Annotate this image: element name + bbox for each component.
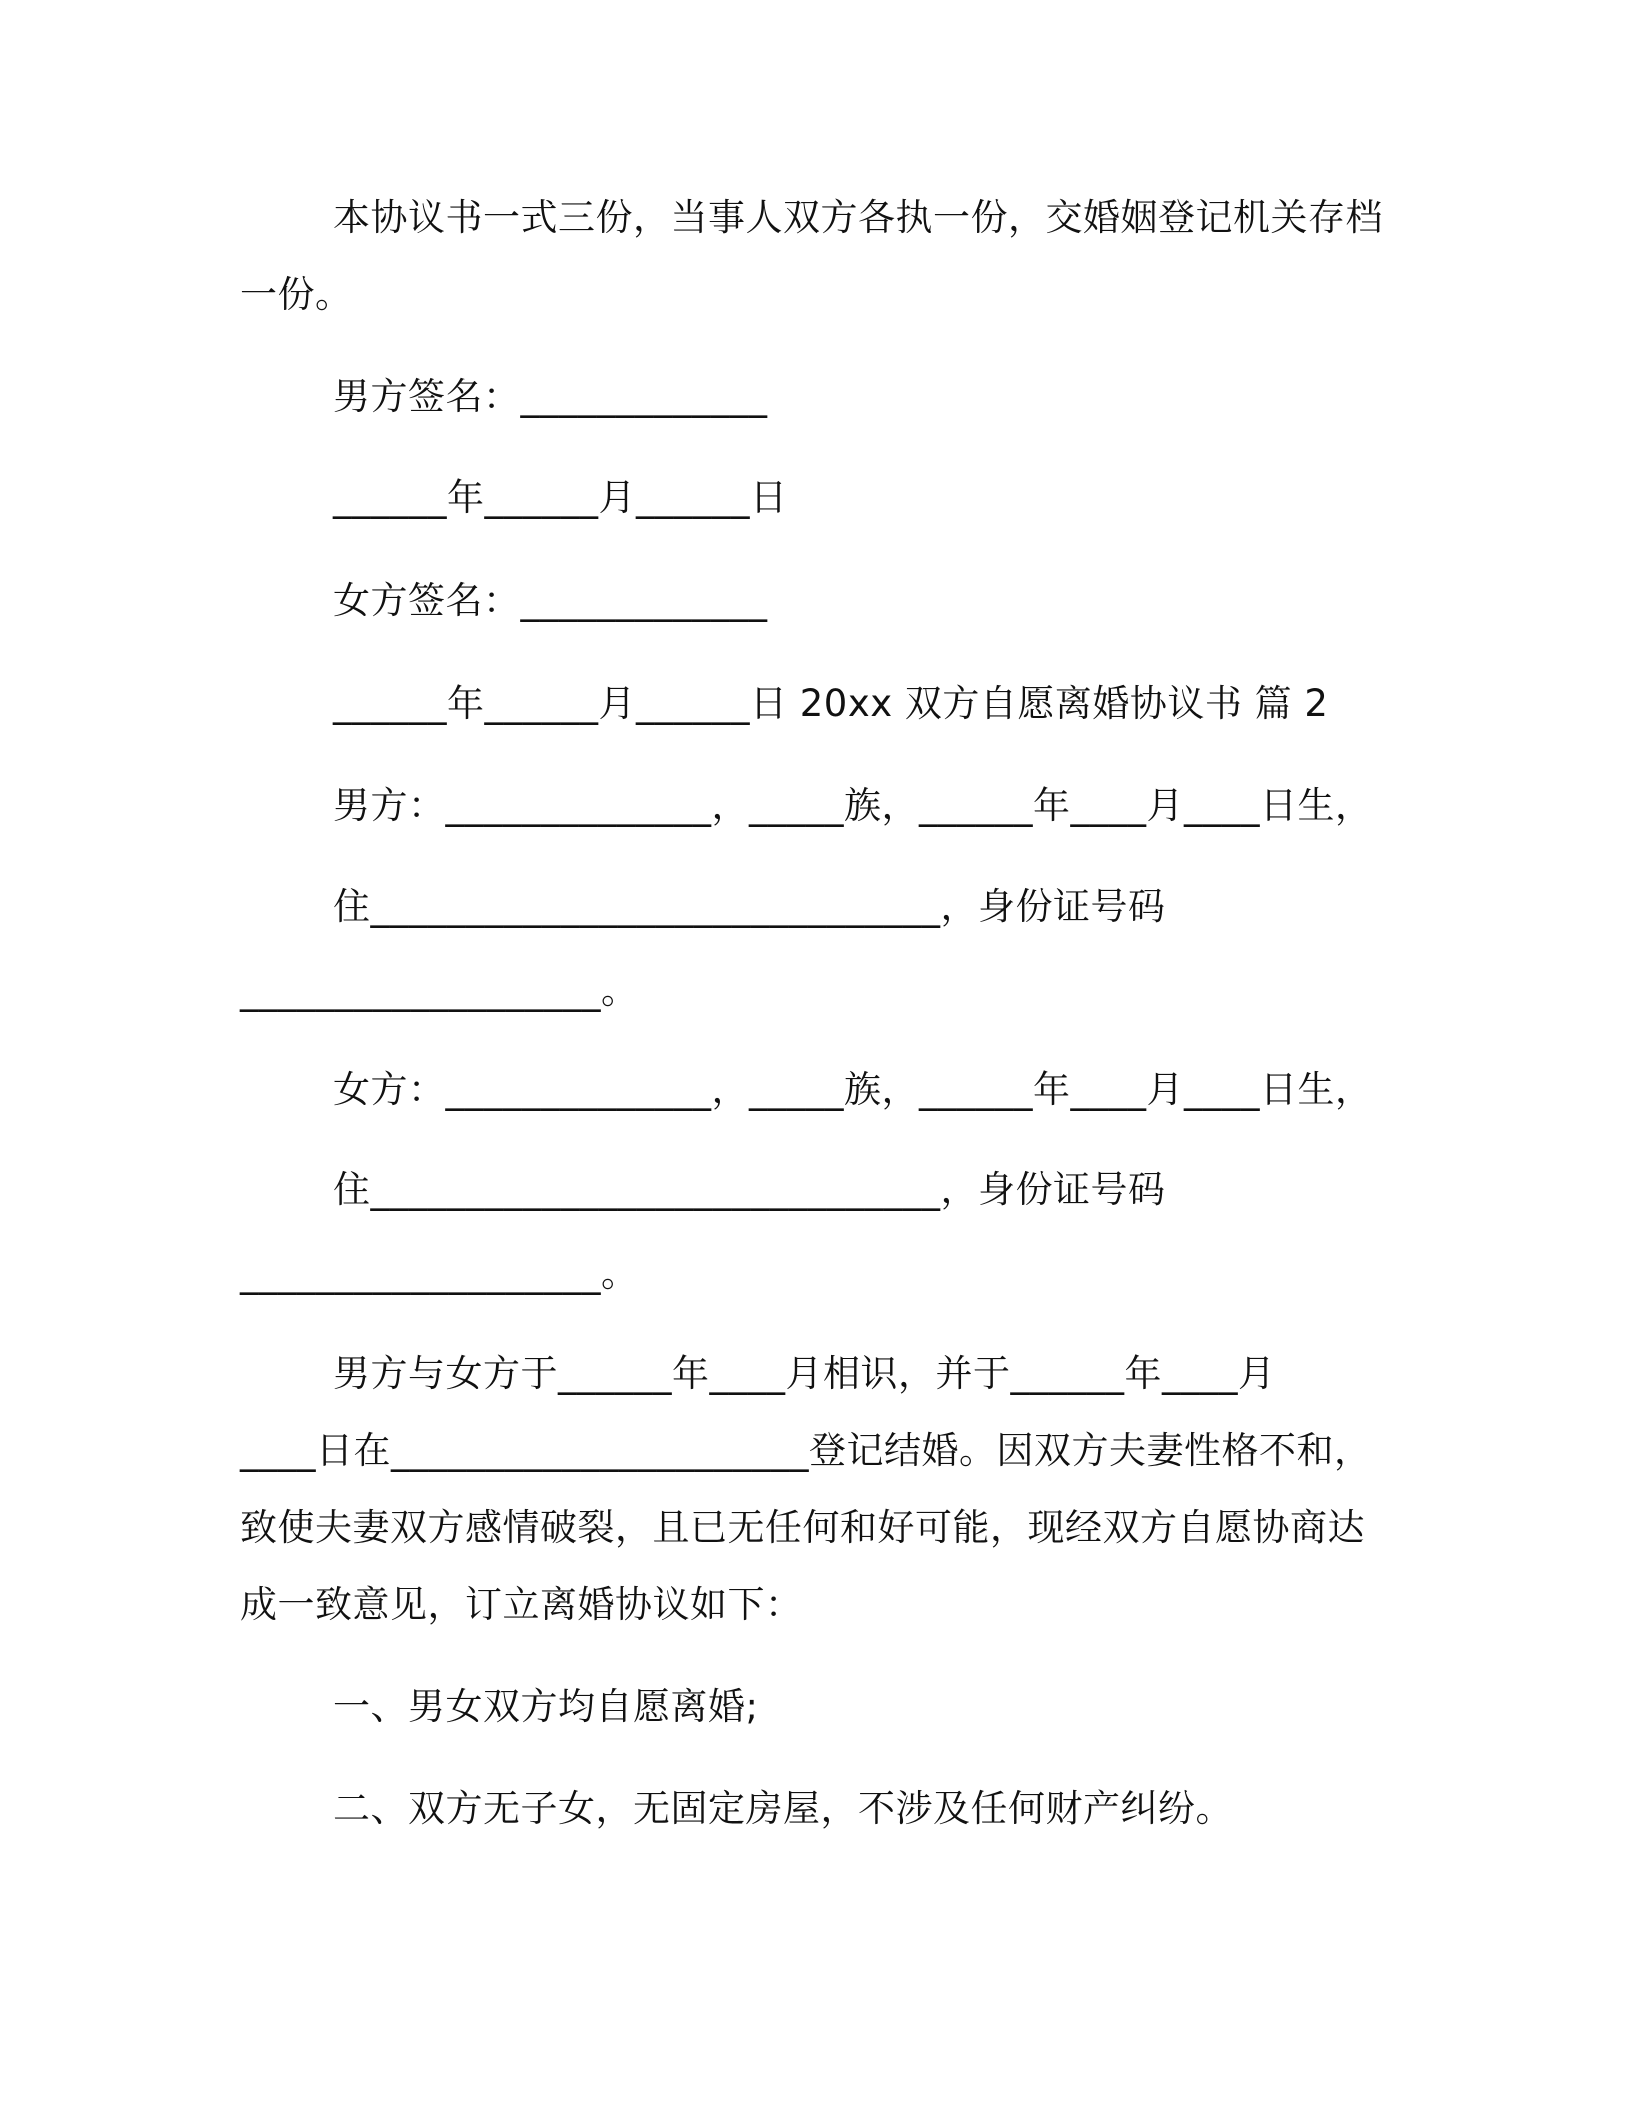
female-address-line: 住______________________________，身份证号码 — [333, 1168, 1166, 1211]
male-address-line: 住______________________________，身份证号码 — [333, 885, 1166, 928]
paragraph-copies-continued: 一份。 — [240, 273, 353, 316]
clause-one: 一、男女双方均自愿离婚; — [333, 1685, 759, 1728]
male-id-line: ___________________。 — [240, 969, 639, 1012]
male-info-line: 男方：______________，_____族，______年____月____日生， — [333, 784, 1373, 827]
marriage-paragraph-line-2: ____日在______________________登记结婚。因双方夫妻性格不和， — [240, 1429, 1372, 1472]
marriage-paragraph-line-3: 致使夫妻双方感情破裂，且已无任何和好可能，现经双方自愿协商达 — [240, 1506, 1365, 1549]
clause-two: 二、双方无子女，无固定房屋，不涉及任何财产纠纷。 — [333, 1787, 1233, 1830]
male-signature-date: ______年______月______日 — [333, 476, 788, 519]
marriage-paragraph-line-4: 成一致意见，订立离婚协议如下： — [240, 1583, 803, 1626]
female-signature-date-and-title: ______年______月______日 20xx 双方自愿离婚协议书 篇 2 — [333, 682, 1329, 725]
female-signature-line: 女方签名：_____________ — [333, 579, 768, 622]
marriage-paragraph-line-1: 男方与女方于______年____月相识，并于______年____月 — [333, 1352, 1276, 1395]
female-id-line: ___________________。 — [240, 1252, 639, 1295]
male-signature-line: 男方签名：_____________ — [333, 375, 768, 418]
paragraph-copies: 本协议书一式三份，当事人双方各执一份，交婚姻登记机关存档 — [333, 196, 1383, 239]
female-info-line: 女方：______________，_____族，______年____月____日生， — [333, 1068, 1373, 1111]
